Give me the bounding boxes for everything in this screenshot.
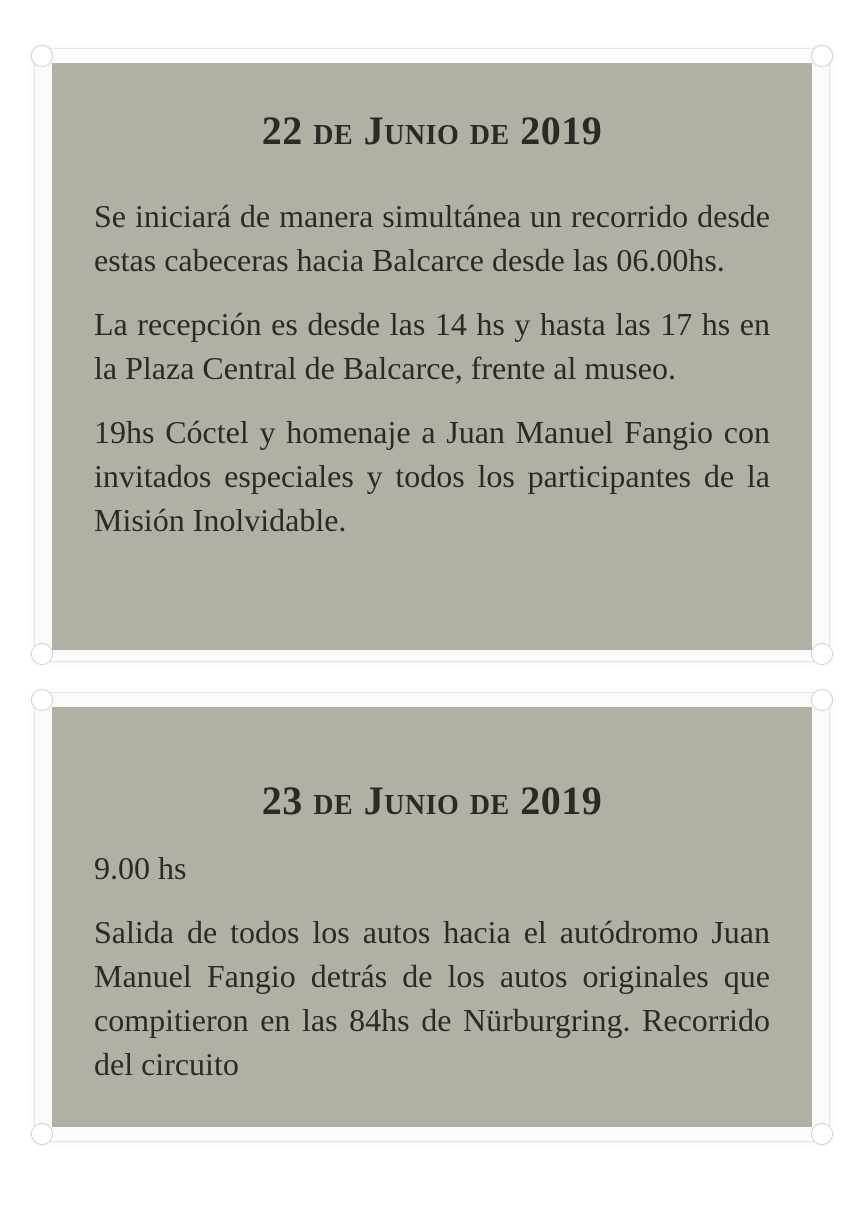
event-paragraph: 19hs Cóctel y homenaje a Juan Manuel Fangio con invitados especiales y todos los participantes de la Misión Inolvidable. <box>94 414 770 538</box>
event-date-heading: 22 de Junio de 2019 <box>261 108 603 153</box>
event-paragraph: La recepción es desde las 14 hs y hasta las 17 hs en la Plaza Central de Balcarce, frente al museo. <box>94 306 770 386</box>
corner-curl-icon <box>811 45 833 67</box>
event-paragraph: Salida de todos los autos hacia el autódromo Juan Manuel Fangio detrás de los autos originales que compitieron en las 84hs de Nürburgring. Recorrido del circuito <box>94 914 770 1082</box>
event-date-heading: 23 de Junio de 2019 <box>261 778 603 823</box>
event-card-june-23 <box>52 707 812 1127</box>
event-paragraph: Se iniciará de manera simultánea un recorrido desde estas cabeceras hacia Balcarce desde las 06.00hs. <box>94 198 770 278</box>
corner-curl-icon <box>31 689 53 711</box>
corner-curl-icon <box>811 643 833 665</box>
event-time: 9.00 hs <box>94 850 187 886</box>
corner-curl-icon <box>811 689 833 711</box>
corner-curl-icon <box>31 643 53 665</box>
event-card-june-22 <box>52 63 812 650</box>
corner-curl-icon <box>31 1123 53 1145</box>
corner-curl-icon <box>811 1123 833 1145</box>
corner-curl-icon <box>31 45 53 67</box>
